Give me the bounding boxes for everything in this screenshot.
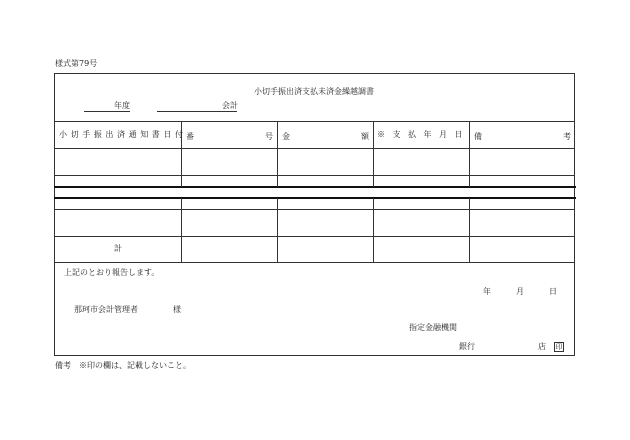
header-amount-left: 金 <box>282 132 290 141</box>
row-line-1 <box>54 175 575 176</box>
col-divider-4-lower <box>469 198 470 262</box>
header-notice-date: 小切手振出済通知書日付 <box>59 130 187 139</box>
header-payment-date: ※支払年月日 <box>377 130 470 139</box>
year-underline <box>84 111 130 112</box>
date-month-label: 月 <box>516 287 524 296</box>
addressee: 那珂市会計管理者 <box>74 305 138 314</box>
break-line-top <box>54 186 576 188</box>
report-text: 上記のとおり報告します。 <box>64 268 160 277</box>
header-remarks-left: 備 <box>474 132 482 141</box>
footnote: 備考 ※印の欄は、記載しないこと。 <box>55 361 191 370</box>
col-divider-3 <box>373 121 374 187</box>
col-divider-2-lower <box>277 198 278 262</box>
header-remarks-right: 考 <box>563 132 571 141</box>
branch-label: 店 <box>538 342 546 351</box>
date-year-label: 年 <box>483 287 491 296</box>
bank-label: 銀行 <box>459 342 475 351</box>
header-amount-right: 額 <box>361 132 369 141</box>
header-amount <box>282 131 369 142</box>
account-label: 会計 <box>222 101 238 110</box>
col-divider-1-lower <box>181 198 182 262</box>
form-title: 小切手振出済支払未済金繰越調書 <box>254 87 374 96</box>
seal-box: 印 <box>555 343 563 351</box>
institution-label: 指定金融機関 <box>409 323 457 332</box>
honorific: 様 <box>173 305 181 314</box>
table-top-line <box>54 121 575 122</box>
date-day-label: 日 <box>549 287 557 296</box>
header-bottom-line <box>54 148 575 149</box>
header-number-right: 号 <box>265 132 273 141</box>
header-remarks <box>474 131 571 142</box>
total-label: 計 <box>114 244 122 253</box>
header-number <box>186 131 273 142</box>
form-number: 様式第79号 <box>55 59 98 68</box>
col-divider-2 <box>277 121 278 187</box>
row-line-2 <box>54 209 575 210</box>
col-divider-3-lower <box>373 198 374 262</box>
account-underline <box>157 111 237 112</box>
row-line-3 <box>54 236 575 237</box>
total-bottom-line <box>54 262 575 263</box>
year-label: 年度 <box>114 101 130 110</box>
header-number-left: 番 <box>186 132 194 141</box>
break-line-bottom <box>54 197 576 199</box>
